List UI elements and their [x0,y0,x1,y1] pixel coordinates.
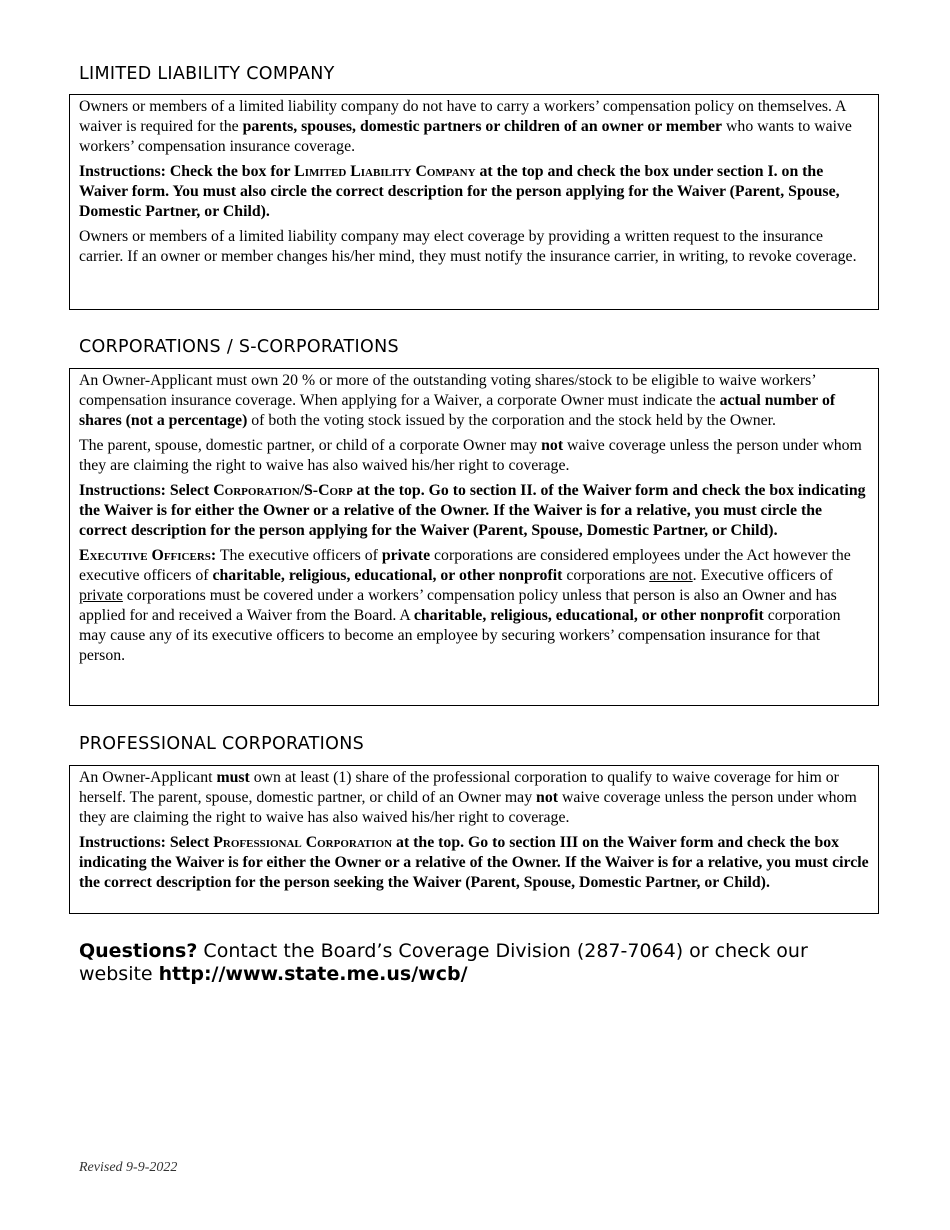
website-link[interactable]: http://www.state.me.us/wcb/ [158,963,468,985]
corp-instructions: Instructions: Select Corporation/S-Corp at the top. Go to section II. of the Waiver form and check the box indicating the Waiver is for either the Owner or a relative of the Owner. If the Waiver is for a relative, you must circle the correct description for the person applying for the Waiver (Parent, Spouse, Domestic Partner, or Child). [79,482,866,539]
llc-instructions: Instructions: Check the box for Limited Liability Company at the top and check the box under section I. on the Waiver form. You must also circle the correct description for the person applying for the Waiver (Parent, Spouse, Domestic Partner, or Child). [79,163,840,220]
llc-heading: LIMITED LIABILITY COMPANY [79,64,335,84]
corp-heading: CORPORATIONS / S-CORPORATIONS [79,337,399,357]
corp-executive-officers: Executive Officers: The executive officers of private corporations are considered employees under the Act however the executive officers of charitable, religious, educational, or other nonprofit corporations are not. Executive officers of private corporations must be covered under a workers’ compensation policy unless that person is also an Owner and has applied for and received a Waiver from the Board. A charitable, religious, educational, or other nonprofit corporation may cause any of its executive officers to become an employee by securing workers’ compensation insurance for that person. [79,547,851,664]
corp-paragraph-1: An Owner-Applicant must own 20 % or more of the outstanding voting shares/stock to be eligible to waive workers’ compensation insurance coverage. When applying for a Waiver, a corporate Owner must indicate the actual number of shares (not a percentage) of both the voting stock issued by the corporation and the stock held by the Owner. [79,372,836,429]
prof-paragraph-1: An Owner-Applicant must own at least (1) share of the professional corporation to qualify to waive coverage for him or herself. The parent, spouse, domestic partner, or child of an Owner may not waive coverage unless the person under whom they are claiming the right to waive has also waived his/her right to coverage. [79,769,857,826]
revised-date: Revised 9-9-2022 [79,1160,178,1175]
corp-paragraph-2: The parent, spouse, domestic partner, or child of a corporate Owner may not waive coverage unless the person under whom they are claiming the right to waive has also waived his/her right to coverage. [79,437,862,474]
llc-paragraph-1: Owners or members of a limited liability company do not have to carry a workers’ compensation policy on themselves. A waiver is required for the parents, spouses, domestic partners or children of an owner or member who wants to waive workers’ compensation insurance coverage. [79,98,852,155]
questions-line: Questions? Contact the Board’s Coverage Division (287-7064) or check our website http://www.state.me.us/wcb/ [79,940,808,985]
llc-box [69,94,879,310]
prof-box [69,765,879,914]
prof-instructions: Instructions: Select Professional Corporation at the top. Go to section III on the Waiver form and check the box indicating the Waiver is for either the Owner or a relative of the Owner. If the Waiver is for a relative, you must circle the correct description for the person seeking the Waiver (Parent, Spouse, Domestic Partner, or Child). [79,834,869,891]
prof-heading: PROFESSIONAL CORPORATIONS [79,734,365,754]
corp-box [69,368,879,706]
questions-label: Questions? [79,940,198,962]
llc-paragraph-3: Owners or members of a limited liability company may elect coverage by providing a written request to the insurance carrier. If an owner or member changes his/her mind, they must notify the insurance carrier, in writing, to revoke coverage. [79,228,857,265]
